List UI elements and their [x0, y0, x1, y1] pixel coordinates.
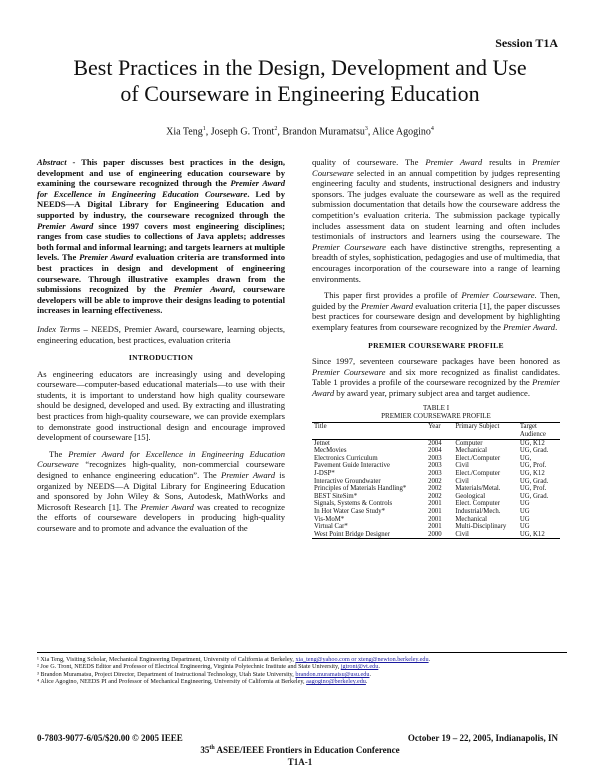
- award-name: Premier Courseware: [312, 157, 560, 178]
- table-cell: 2003: [428, 454, 442, 462]
- index-terms: [37, 324, 285, 345]
- table-row: [312, 447, 560, 455]
- right-paragraph-3: [312, 356, 560, 398]
- footer-isbn: 0-7803-9077-6/05/$20.00 © 2005 IEEE: [37, 733, 183, 743]
- conference-ordinal: th: [209, 745, 215, 751]
- footnote: [37, 678, 567, 685]
- footnote-text: ³ Brandon Muramatsu, Project Director, Department of Instructional Technology, Utah State University,: [37, 670, 296, 678]
- footnotes: [37, 652, 567, 686]
- abstract: [37, 157, 285, 316]
- table-cell: 2000: [428, 530, 442, 538]
- table-cell: Civil: [455, 530, 469, 538]
- body-text: This paper first provides a profile of: [324, 290, 462, 301]
- body-text: .: [555, 321, 558, 332]
- body-text: results in: [482, 157, 533, 167]
- table-cell: Computer: [455, 439, 483, 447]
- body-text: evaluation criteria [1], the paper discusses best practices for courseware design and development by highlighting exemplary features from courseware recognized by the: [312, 300, 560, 332]
- table-cell: Industrial/Mech.: [455, 508, 501, 515]
- intro-text: “recognizes high-quality, non-commercial courseware designed to enhance engineering education”. The: [37, 459, 285, 481]
- right-column: [312, 157, 560, 539]
- page-number: T1A-1: [287, 757, 313, 767]
- footnote-end: .: [369, 670, 371, 678]
- abstract-text: evaluation criteria are transformed into best practices in design and development of engineering courseware. Through illustrative examples drawn from the submissions recognized by the: [37, 252, 285, 295]
- table-cell: 2001: [428, 508, 442, 515]
- abstract-text: . Led by NEEDS—A Digital Library for Engineering Education and supported by industry, the courseware recognized through the: [37, 188, 286, 220]
- footnote-email-link[interactable]: xia_teng@yahoo.com or xteng@newton.berkeley.edu: [295, 656, 429, 663]
- table-row: [312, 462, 560, 470]
- author-separator: ,: [205, 126, 211, 138]
- table-cell: Elect. Computer: [455, 500, 500, 508]
- body-text: each have distinctive strengths, representing a breadth of styles, sophistication, pedagogies and use of multimedia, that encourages incorporation of the courseware into a range of learning environments.: [312, 241, 560, 284]
- table-cell: 2003: [428, 462, 442, 470]
- table-cell: 2001: [428, 515, 442, 523]
- table-cell: In Hot Water Case Study*: [314, 508, 386, 515]
- abstract-award-name: Premier Award: [79, 252, 134, 263]
- intro-paragraph-1: As engineering educators are increasingly using and developing courseware—computer-based educational materials—to use with their students, it is important to understand how high quality courseware should be designed, developed and used. By extracting and illustrating best practices from high-quality courseware, we can provide exemplars to demonstrate good instructional design and encourage improved development of courseware [15].: [37, 368, 285, 443]
- author-name: Brandon Muramatsu: [282, 126, 365, 138]
- table-cell: UG, Prof.: [519, 485, 547, 493]
- table-cell: 2003: [428, 470, 442, 478]
- table-cell: UG,: [519, 454, 532, 462]
- table-cell: Materials/Metal.: [455, 485, 501, 493]
- table-cell: UG, K12: [519, 439, 545, 447]
- intro-text: is organized by NEEDS—A Digital Library for Engineering Education and sponsored by John Wiley & Sons, Autodesk, MathWorks and Microsoft Research [1]. The: [37, 470, 285, 512]
- table-cell: Mechanical: [455, 447, 488, 455]
- award-name: Premier Courseware: [312, 241, 386, 252]
- table-cell: Principles of Materials Handling*: [314, 485, 407, 493]
- table-cell: BEST SiteSim*: [314, 492, 358, 500]
- table-cell: 2001: [428, 523, 442, 531]
- session-label: Session T1A: [495, 36, 558, 50]
- table-row: [312, 508, 560, 516]
- intro-text: The: [49, 448, 69, 459]
- table-row: [312, 470, 560, 478]
- table-row: [312, 485, 560, 493]
- table-cell: Civil: [455, 462, 469, 470]
- table-cell: UG, Grad.: [519, 477, 549, 485]
- title-line-2: of Courseware in Engineering Education: [120, 81, 480, 106]
- conference-name: ASEE/IEEE Frontiers in Education Conference: [214, 745, 400, 755]
- author-list: [40, 126, 560, 137]
- author-name: Xia Teng: [166, 126, 203, 138]
- footnote: [37, 656, 567, 663]
- paper-title: [40, 55, 560, 107]
- intro-text: was created to recognize the efforts of courseware developers in producing high-quality courseware and to promote and advance the evaluation of the: [37, 501, 285, 533]
- index-terms-label: Index Terms: [37, 323, 81, 334]
- award-name: Premier Courseware: [312, 366, 386, 377]
- table-cell: UG, Grad.: [519, 492, 549, 500]
- intro-award-name: Premier Award: [140, 501, 194, 512]
- table-header-cell: Target Audience: [519, 423, 546, 439]
- footnote-end: .: [428, 656, 431, 663]
- table-header-cell: Primary Subject: [455, 423, 500, 431]
- table-row: [312, 478, 560, 486]
- table-cell: 2002: [428, 477, 442, 485]
- courseware-profile-table: [312, 422, 560, 539]
- table-cell: Signals, Systems & Controls: [314, 500, 393, 508]
- body-text: and six more recognized as finalist candidates. Table 1 provides a profile of the courseware recognized by the: [312, 366, 561, 388]
- table-cell: Elect./Computer: [455, 470, 501, 478]
- footnote: [37, 671, 567, 678]
- intro-paragraph-2: [37, 449, 285, 534]
- award-name: Premier Award: [312, 377, 560, 398]
- table-row: [312, 500, 560, 508]
- table-cell: UG, Prof.: [519, 462, 547, 470]
- author-name: Alice Agogino: [372, 126, 431, 138]
- author-affiliation-marker: 3: [364, 126, 368, 132]
- table-cell: Virtual Car*: [314, 523, 348, 531]
- table-cell: Civil: [455, 477, 469, 485]
- table-cell: 2002: [428, 485, 442, 493]
- left-column: [37, 157, 285, 540]
- table-cell: Mechanical: [455, 515, 488, 523]
- table-cell: Elect./Computer: [455, 454, 501, 462]
- intro-award-name: Premier Award for Excellence in Engineering Education Courseware: [37, 448, 285, 470]
- table-cell: UG: [519, 523, 530, 531]
- footnote-text: ² Joe G. Tront, NEEDS Editor and Professor of Electrical Engineering, Virginia Polytechnic Institute and State University,: [37, 663, 341, 671]
- footnote-end: .: [378, 663, 380, 671]
- table-row: [312, 516, 560, 524]
- body-text: . Then, guided by the: [312, 290, 560, 311]
- table-cell: UG, K12: [519, 530, 545, 538]
- table-cell: UG, K12: [519, 470, 545, 478]
- section-heading-introduction: INTRODUCTION: [128, 353, 194, 363]
- table-cell: MecMovies: [314, 447, 347, 455]
- author-affiliation-marker: 2: [274, 126, 278, 132]
- author-separator: ,: [277, 126, 283, 138]
- author-affiliation-marker: 1: [202, 126, 206, 132]
- footnote-end: .: [365, 678, 368, 686]
- body-text: quality of courseware. The: [312, 157, 426, 167]
- abstract-award-name: Premier Award: [173, 284, 233, 295]
- table-cell: Pavement Guide Interactive: [314, 462, 390, 470]
- author-name: Joseph G. Tront: [210, 126, 275, 138]
- author-separator: ,: [367, 126, 373, 138]
- award-name: Premier Award: [361, 300, 414, 311]
- table-cell: 2004: [428, 439, 442, 447]
- table-cell: Vis-MoM*: [314, 515, 345, 523]
- table-cell: UG: [519, 508, 530, 515]
- table-cell: Electronics Curriculum: [314, 454, 378, 462]
- footnote-email-link[interactable]: aagogino@berkeley.edu: [306, 678, 366, 686]
- table-number: TABLE I: [422, 404, 450, 413]
- table-cell: UG, Grad.: [519, 447, 549, 455]
- intro-award-name: Premier Award: [220, 470, 276, 481]
- body-text: by award year, primary subject area and target audience.: [334, 387, 531, 398]
- section-heading-profile: PREMIER COURSEWARE PROFILE: [368, 340, 504, 350]
- table-row: [312, 439, 560, 447]
- table-row: [312, 455, 560, 463]
- abstract-text: , courseware developers will be able to improve their designs leading to potential increases in learning effectiveness.: [37, 284, 285, 316]
- abstract-award-name: Premier Award: [37, 220, 94, 231]
- table-header-cell: Year: [428, 423, 441, 431]
- award-name: Premier Award: [425, 157, 483, 167]
- conference-number: 35: [200, 745, 210, 755]
- table-cell: Interactive Groundwater: [314, 477, 381, 485]
- index-terms-text: – NEEDS, Premier Award, courseware, learning objects, engineering education, best practices, evaluation criteria: [37, 323, 285, 345]
- table-cell: West Point Bridge Designer: [314, 530, 390, 538]
- table-cell: Geological: [455, 492, 486, 500]
- abstract-label: Abstract: [37, 157, 67, 167]
- table-cell: Jetnet: [314, 439, 330, 447]
- footnote-email-link[interactable]: jgtront@vt.edu: [340, 663, 379, 671]
- table-cell: 2001: [428, 500, 442, 508]
- table-caption: PREMIER COURSEWARE PROFILE: [381, 412, 491, 421]
- body-text: Since 1997, seventeen courseware packages have been honored as: [312, 356, 560, 367]
- footer-conference: [0, 745, 600, 755]
- footnote-text: ⁴ Alice Agogino, NEEDS PI and Professor of Mechanical Engineering, University of California at Berkeley,: [37, 678, 307, 686]
- table-cell: 2004: [428, 447, 442, 455]
- abstract-text: since 1997 covers most engineering disciplines; ranges from case studies to collections of Java applets; addresses both formal and informal learning; and targets learners at multiple levels. The: [37, 220, 286, 263]
- award-name: Premier Courseware: [461, 290, 535, 301]
- award-name: Premier Award: [503, 321, 556, 332]
- abstract-text: - This paper discusses best practices in the design, development and use of engineering education courseware by examining the courseware recognized through the: [37, 157, 285, 189]
- table-cell: UG: [519, 500, 530, 508]
- table-row: [312, 523, 560, 531]
- abstract-award-name: Premier Award for Excellence in Engineering Education Courseware: [37, 178, 286, 199]
- right-paragraph-2: [312, 290, 560, 332]
- table-cell: J-DSP*: [314, 470, 335, 478]
- right-paragraph-1: [312, 157, 560, 284]
- body-text: selected in an annual competition by judges representing engineering faculty and students, instructional designers and industry sponsors. The judges evaluate the courseware as well as the required submission documentation that details how the courseware address the competition’s evaluation criteria. The submission package typically includes assessment data on student learning and often includes testimonials of instructors and learners using the courseware. The: [312, 167, 560, 242]
- table-header-cell: Title: [314, 423, 327, 431]
- author-affiliation-marker: 4: [430, 126, 434, 132]
- footnote-text: ¹ Xia Teng, Visiting Scholar, Mechanical Engineering Department, University of California at Berkeley,: [37, 656, 296, 663]
- table-cell: UG: [519, 515, 530, 523]
- table-row: [312, 531, 560, 539]
- title-line-1: Best Practices in the Design, Development and Use: [73, 55, 527, 80]
- table-cell: 2002: [428, 492, 442, 500]
- footer-date: October 19 – 22, 2005, Indianapolis, IN: [407, 733, 558, 743]
- table-cell: Multi-Disciplinary: [455, 523, 507, 531]
- footnote: [37, 663, 567, 670]
- table-row: [312, 493, 560, 501]
- footnote-email-link[interactable]: brandon.muramatsu@usu.edu: [295, 670, 370, 678]
- table-header-row: [312, 423, 560, 439]
